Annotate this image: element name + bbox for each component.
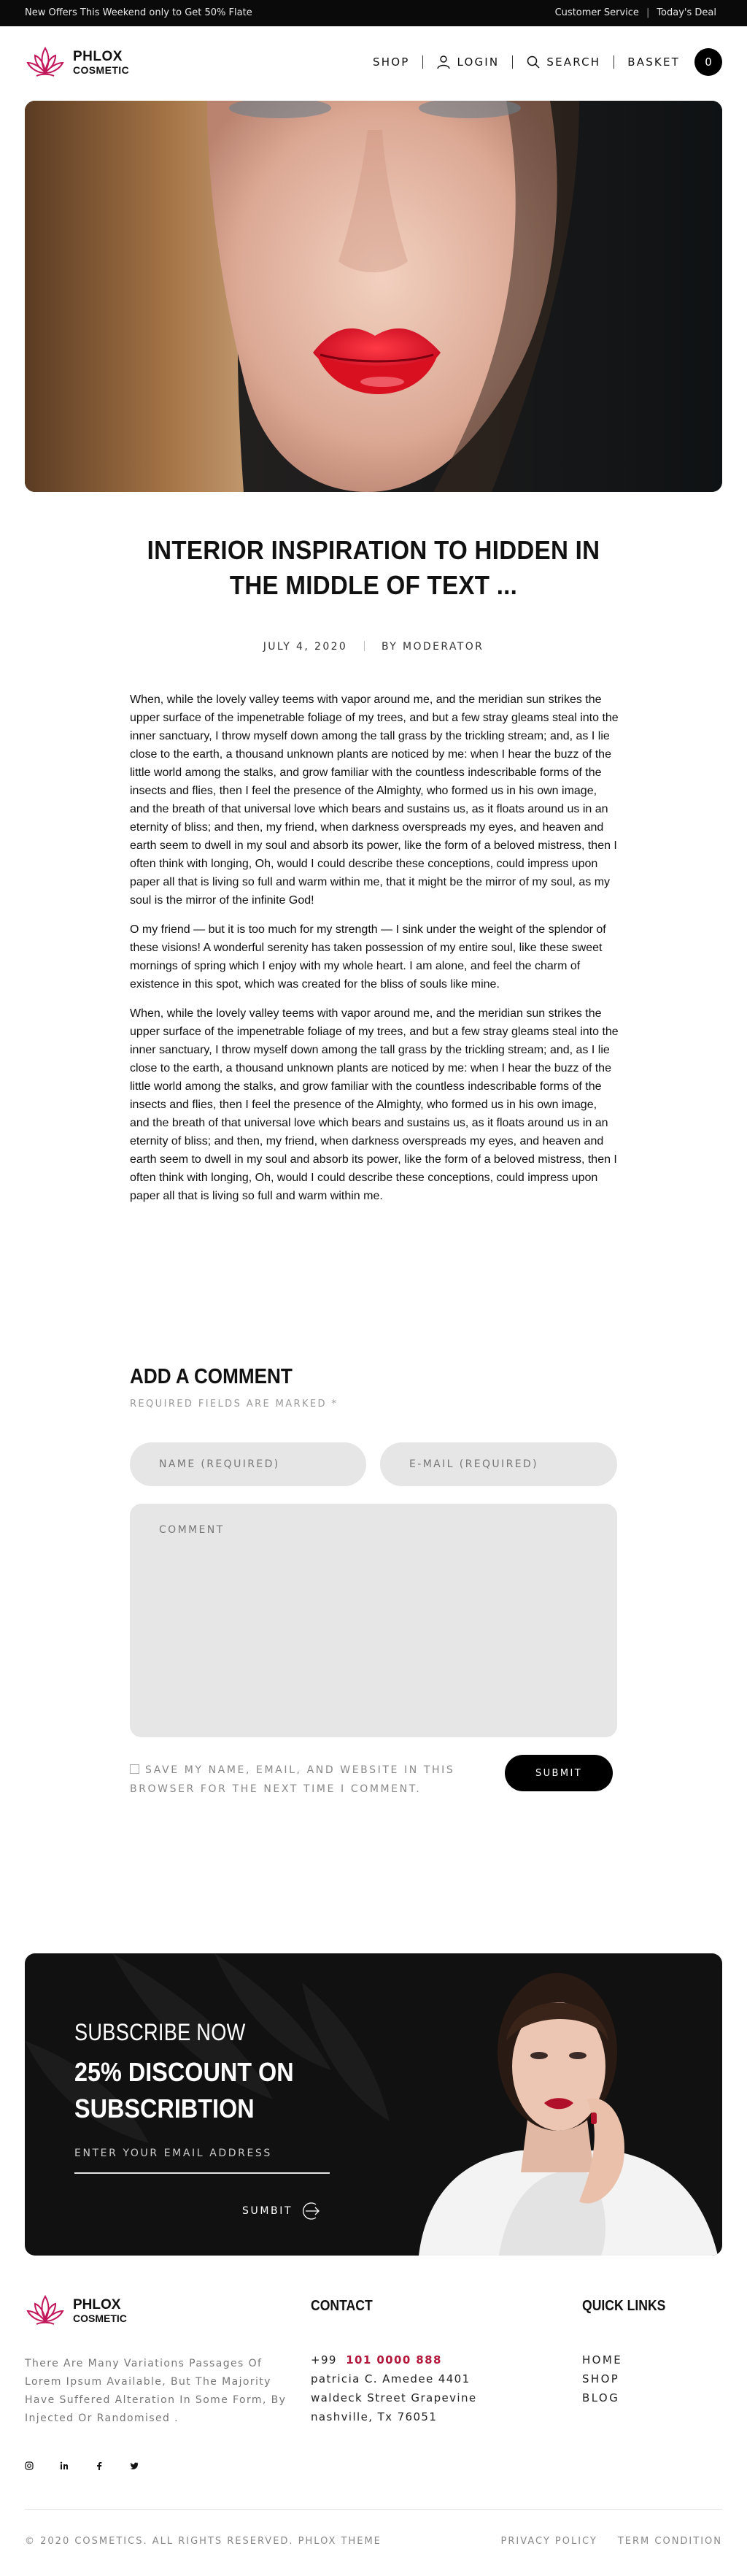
nav-login-label: LOGIN [457, 55, 500, 69]
nav-login[interactable] [436, 55, 499, 69]
hero-portrait-illustration [25, 101, 722, 492]
submit-comment-button[interactable]: SUBMIT [505, 1755, 613, 1791]
topbar-links [555, 7, 716, 18]
subscribe-email-input[interactable] [74, 2148, 330, 2174]
twitter-icon[interactable] [130, 2461, 139, 2470]
required-note: REQUIRED FIELDS ARE MARKED * [130, 1399, 338, 1410]
quick-link-shop[interactable]: SHOP [582, 2372, 620, 2385]
post-paragraph: O my friend — but it is too much for my strength — I sink under the weight of the splendor of these visions! A wonderful serenity has taken possession of my entire soul, like these sweet mornings of spring which I enjoy with my whole heart. I am alone, and feel the charm of existence in this spot, which was created for the bliss of souls like mine. [130, 923, 606, 991]
phone-prefix: +99 [311, 2353, 337, 2367]
subscribe-banner [25, 1953, 722, 2256]
quick-link-blog[interactable]: BLOG [582, 2391, 620, 2404]
quick-link-home[interactable]: HOME [582, 2353, 623, 2367]
copyright: © 2020 COSMETICS. ALL RIGHTS RESERVED. PHLOX THEME [25, 2536, 382, 2547]
post-body [130, 691, 619, 1216]
subscribe-model-illustration [390, 1953, 722, 2256]
nav-shop-label: SHOP [373, 55, 410, 69]
footer-brand-sub: COSMETIC [73, 2312, 127, 2324]
address-line: patricia C. Amedee 4401 [311, 2372, 471, 2385]
todays-deal-link[interactable]: Today's Deal [657, 7, 716, 18]
legal-links [501, 2536, 722, 2547]
post-date: JULY 4, 2020 [263, 641, 348, 653]
meta-divider [364, 641, 365, 651]
site-header [0, 26, 747, 101]
email-placeholder: E-MAIL (REQUIRED) [409, 1458, 538, 1470]
nav-divider [512, 55, 513, 69]
save-info-checkbox[interactable] [130, 1764, 139, 1774]
user-icon [436, 55, 451, 69]
post-meta [0, 641, 747, 653]
nav-basket[interactable] [627, 48, 722, 76]
instagram-icon[interactable] [25, 2461, 34, 2470]
customer-service-link[interactable]: Customer Service [554, 7, 639, 18]
brand-name: PHLOX [73, 48, 123, 64]
search-icon [526, 55, 541, 69]
post-author[interactable]: BY MODERATOR [381, 641, 484, 653]
subscribe-headline: 25% DISCOUNT ON SUBSCRIBTION [74, 2057, 294, 2123]
nav-search-label: SEARCH [546, 55, 601, 69]
nav-basket-label: BASKET [627, 55, 680, 69]
brand-sub: COSMETIC [73, 64, 130, 76]
comment-placeholder: COMMENT [159, 1524, 225, 1536]
email-input[interactable] [380, 1442, 617, 1486]
lotus-logo-icon [25, 44, 66, 80]
main-nav [373, 48, 722, 76]
post-title: INTERIOR INSPIRATION TO HIDDEN IN THE MIDDLE OF TEXT ... [147, 535, 600, 600]
name-input[interactable] [130, 1442, 366, 1486]
post-paragraph: When, while the lovely valley teems with vapor around me, and the meridian sun strikes the upper surface of the impenetrable foliage of my trees, and but a few stray gleams steal into the inner sanctuary, I throw myself down among the tall grass by the trickling stream; and, as I lie close to the earth, a thousand unknown plants are noticed by me: when I hear the buzz of the little world among the stalks, and grow familiar with the countless indescribable forms of the insects and flies, then I feel the presence of the Almighty, who formed us in his own image, and the breath of that universal love which bears and sustains us, as it floats around us in an eternity of bliss; and then, my friend, when darkness overspreads my eyes, and heaven and earth seem to dwell in my soul and absorb its power, like the form of a beloved mistress, then I often think with longing, Oh, would I could describe these conceptions, could impress upon paper all that is living so full and warm within me, that it might be the mirror of my soul, as my soul is the mirror of the infinite God! [130, 693, 619, 907]
address-line: nashville, Tx 76051 [311, 2410, 438, 2423]
phone-number[interactable]: 101 0000 888 [346, 2353, 442, 2367]
footer-logo[interactable] [25, 2292, 127, 2329]
promo-text: New Offers This Weekend only to Get 50% Flate [25, 7, 252, 18]
linkedin-icon[interactable] [60, 2461, 69, 2470]
lotus-logo-icon [25, 2292, 66, 2329]
contact-details [311, 2350, 477, 2426]
quick-links-heading: QUICK LINKS [582, 2298, 666, 2314]
address-line: waldeck Street Grapevine [311, 2391, 477, 2404]
topbar-separator: | [646, 7, 650, 18]
subscribe-title: SUBSCRIBE NOW [74, 2019, 246, 2045]
comment-textarea[interactable] [130, 1504, 617, 1737]
nav-divider [422, 55, 423, 69]
footer-divider [25, 2509, 722, 2510]
save-info-label: SAVE MY NAME, EMAIL, AND WEBSITE IN THIS BROWSER FOR THE NEXT TIME I COMMENT. [130, 1764, 455, 1795]
contact-heading: CONTACT [311, 2298, 373, 2314]
subscribe-submit-button[interactable] [242, 2200, 322, 2222]
save-info-row [130, 1761, 509, 1799]
post-paragraph: When, while the lovely valley teems with vapor around me, and the meridian sun strikes the upper surface of the impenetrable foliage of my trees, and but a few stray gleams steal into the inner sanctuary, I throw myself down among the tall grass by the trickling stream; and, as I lie close to the earth, a thousand unknown plants are noticed by me: when I hear the buzz of the little world among the stalks, and grow familiar with the countless indescribable forms of the insects and flies, then I feel the presence of the Almighty, who formed us in his own image, and the breath of that universal love which bears and sustains us, as it floats around us in an eternity of bliss; and then, my friend, when darkness overspreads my eyes, and heaven and earth seem to dwell in my soul and absorb its power, like the form of a beloved mistress, then I often think with longing, Oh, would I could describe these conceptions, could impress upon paper all that is living so full and warm within me. [130, 1007, 619, 1202]
basket-count-badge: 0 [694, 48, 722, 76]
terms-link[interactable]: TERM CONDITION [617, 2536, 722, 2547]
subscribe-email-placeholder: ENTER YOUR EMAIL ADDRESS [74, 2148, 272, 2159]
hero-image [25, 101, 722, 492]
facebook-icon[interactable] [95, 2461, 104, 2470]
quick-links [582, 2350, 622, 2407]
top-bar [0, 0, 747, 26]
nav-search[interactable] [526, 55, 600, 69]
brand-logo[interactable] [25, 44, 129, 80]
privacy-policy-link[interactable]: PRIVACY POLICY [500, 2536, 597, 2547]
social-links [25, 2461, 139, 2470]
subscribe-submit-label: SUMBIT [242, 2205, 293, 2217]
arrow-circle-icon [300, 2200, 322, 2222]
nav-shop[interactable] [373, 55, 409, 69]
footer-description: There Are Many Variations Passages Of Lorem Ipsum Available, But The Majority Have Suffered Alteration In Some Form, By Injected Or Randomised . [25, 2358, 287, 2424]
name-placeholder: NAME (REQUIRED) [159, 1458, 280, 1470]
comment-heading: ADD A COMMENT [130, 1365, 293, 1388]
footer-brand-name: PHLOX [73, 2296, 121, 2312]
